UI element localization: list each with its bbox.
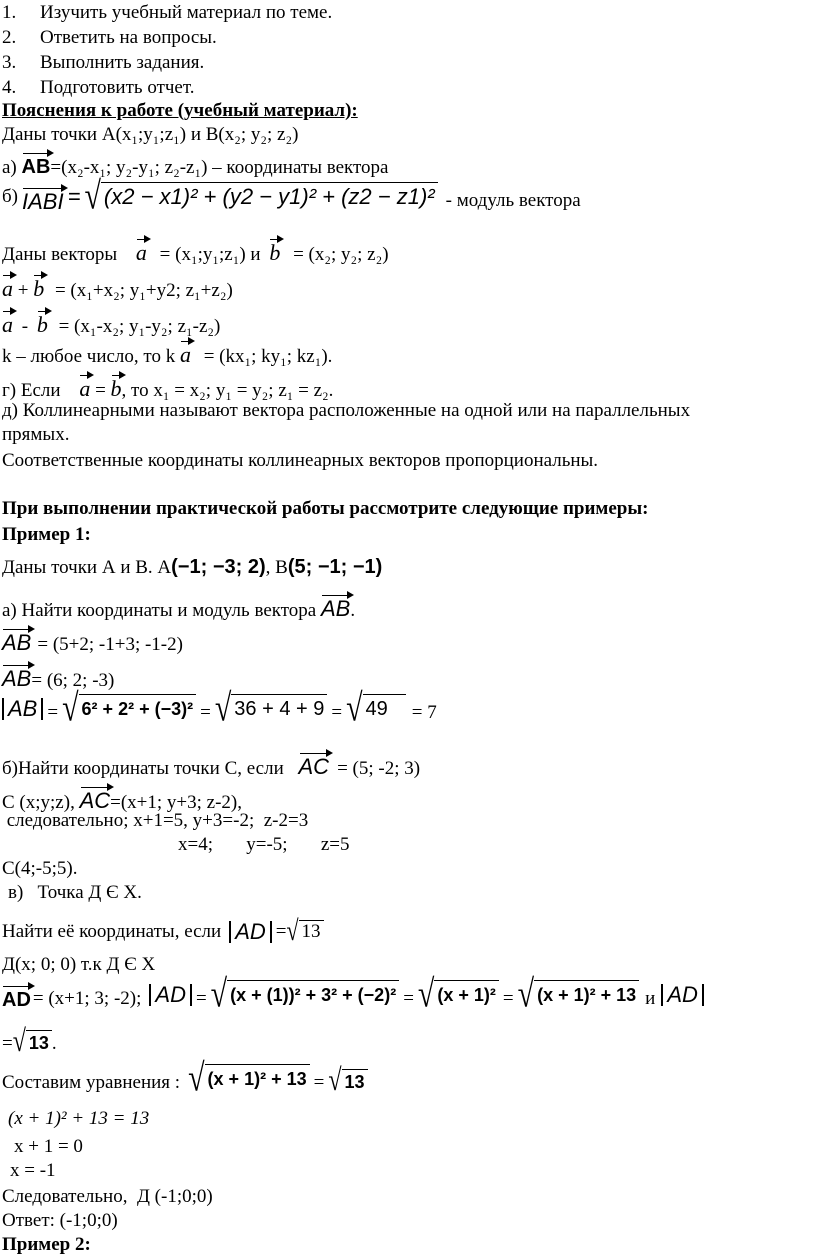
task-item: 1. Изучить учебный материал по теме. [2,2,333,23]
practice-heading: При выполнении практической работы рассмотрите следующие примеры: [2,498,649,519]
example-1-task-b: б)Найти координаты точки С, если AC = (5; -2; 3) [2,748,420,780]
ab-modulus-calculation: AB = √ 6² + 2² + (−3)² = √ 36 + 4 + 9 = √ 49 = 7 [2,694,437,724]
modulus-ad: AD [149,984,192,1006]
vector-ab: AB [2,624,31,653]
vector-ac: AC [80,782,111,811]
vector-b: b [33,270,44,299]
vector-ab: AB [2,660,31,689]
vectors-given: Даны векторы a = (x₁;y₁;z₁) и b = (x₂; y₂; z₂) [2,234,389,266]
task-item: 4. Подготовить отчет. [2,77,195,98]
point-a-coords: (−1; −3; 2) [171,556,266,578]
vector-a: a [79,370,90,399]
task-item: 2. Ответить на вопросы. [2,27,217,48]
point-c-coords: С (x;y;z), AC=(x+1; y+3; z-2), [2,782,242,814]
scalar-multiply: k – любое число, то k a = (kx₁; ky₁; kz₁). [2,336,332,368]
equality-condition: г) Если a = b, то x₁ = x₂; y₁ = y₂; z₁ = z₂. [2,370,333,402]
solutions-line: x=4; y=-5; z=5 [178,834,350,855]
modulus-ab: AB [2,698,43,720]
vector-a: a [136,234,147,263]
modulus-ad: AD [229,921,272,943]
equation-step-1: (x + 1)² + 13 = 13 [8,1108,150,1129]
vector-difference: a - b = (x₁-x₂; y₁-y₂; z₁-z₂) [2,306,220,338]
example-2-title: Пример 2: [2,1234,91,1255]
vector-ab: AB [321,590,350,619]
point-b-coords: (5; −1; −1) [287,556,383,578]
vector-ad-bold: AD [2,981,31,1010]
vector-b: b [269,234,280,263]
task-item: 3. Выполнить задания. [2,52,205,73]
modulus-ad: AD [661,984,704,1006]
formula-b: б) IABI = √ (x2 − x1)² + (y2 − y1)² + (z2 − z1)² - модуль вектора [2,174,581,218]
vector-a: a [2,270,13,299]
equation-step-3: x = -1 [10,1160,56,1181]
vector-b: b [111,370,122,399]
vector-ab-bold: AB [22,148,51,177]
compose-equation: Составим уравнения : √ (x + 1)² + 13 = √ 13 [2,1064,368,1094]
example-1-title: Пример 1: [2,524,91,545]
answer-line: Ответ: (-1;0;0) [2,1210,118,1231]
ad-modulus-calculation: AD = (x+1; 3; -2); AD = √ (x + (1))² + 3² + (−2)² = √ (x + 1)² = √ (x + 1)² + 13 и AD [2,980,704,1010]
point-d: Д(x; 0; 0) т.к Д Є X [2,954,156,975]
formula-a: а) AB=(x₂-x₁; y₂-y₁; z₂-z₁) – координаты вектора [2,148,388,179]
example-1-task-v: в) Точка Д Є X. [8,882,142,903]
consequence-line: следовательно; x+1=5, y+3=-2; z-2=3 [2,810,309,831]
example-1-points: Даны точки А и В. А(−1; −3; 2), В(5; −1; −1) [2,556,383,578]
modulus-formula: √ (x2 − x1)² + (y2 − y1)² + (z2 − z1)² [84,182,437,212]
vector-ac: AC [299,748,330,777]
vector-b: b [37,306,48,335]
ab-result: AB= (6; 2; -3) [2,660,114,692]
ad-equals-sqrt13: = √ 13 . [2,1024,57,1059]
consequently-line: Следовательно, Д (-1;0;0) [2,1186,213,1207]
collinear-definition: д) Коллинеарными называют вектора расположенные на одной или на параллельных [2,400,691,421]
vector-a: a [180,336,191,365]
vector-iabi: IABI [22,183,64,212]
proportional-note: Соответственные координаты коллинеарных векторов пропорциональны. [2,450,599,471]
vector-a: a [2,306,13,335]
equation-step-2: x + 1 = 0 [14,1136,83,1157]
vector-sum: a + b = (x₁+x₂; y₁+y2; z₁+z₂) [2,270,233,302]
collinear-definition-cont: прямых. [2,424,70,445]
find-coords: Найти её координаты, если AD = √ 13 [2,920,324,943]
ab-calculation: AB = (5+2; -1+3; -1-2) [2,624,183,656]
example-1-task-a: а) Найти координаты и модуль вектора AB. [2,590,355,622]
explain-heading: Пояснения к работе (учебный материал): [2,100,358,121]
points-given: Даны точки А(x₁;y₁;z₁) и В(x₂; y₂; z₂) [2,124,299,145]
point-c-result: С(4;-5;5). [2,858,78,879]
